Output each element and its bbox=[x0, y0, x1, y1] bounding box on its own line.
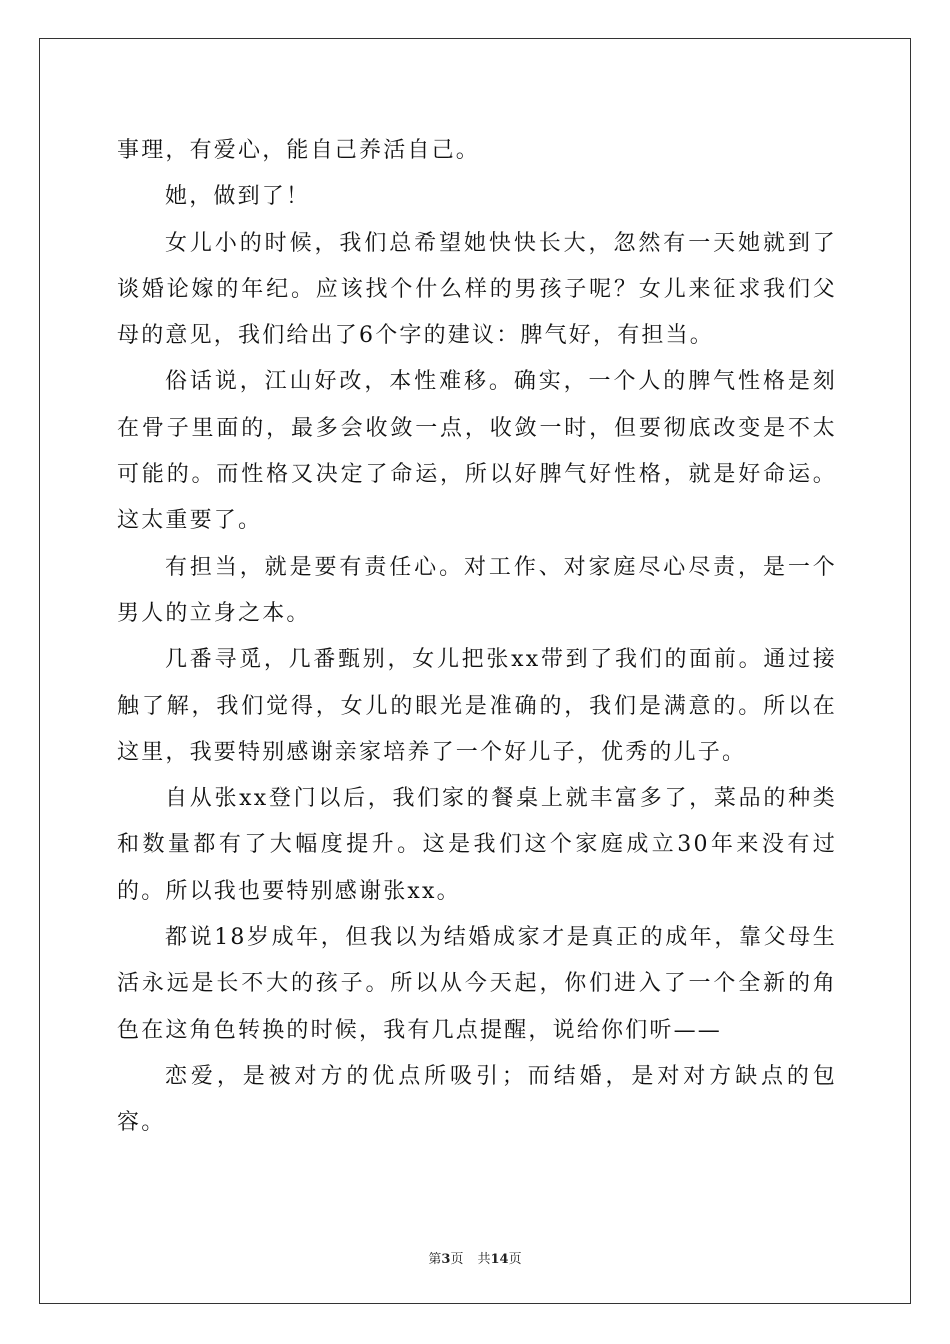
paragraph-7: 自从张xx登门以后，我们家的餐桌上就丰富多了，菜品的种类和数量都有了大幅度提升。这是我们这个家庭成立30年来没有过的。所以我也要特别感谢张xx。 bbox=[117, 786, 837, 904]
total-prefix: 共 bbox=[477, 1252, 491, 1267]
paragraph-8: 都说18岁成年，但我以为结婚成家才是真正的成年，靠父母生活永远是长不大的孩子。所以从今天起，你们进入了一个全新的角色在这角色转换的时候，我有几点提醒，说给你们听—— bbox=[117, 925, 837, 1043]
paragraph-4: 俗话说，江山好改，本性难移。确实，一个人的脾气性格是刻在骨子里面的，最多会收敛一点，收敛一时，但要彻底改变是不太可能的。而性格又决定了命运，所以好脾气好性格，就是好命运。这太重要了。 bbox=[117, 369, 837, 534]
page-suffix: 页 bbox=[450, 1252, 464, 1267]
page-number: 3 bbox=[441, 1252, 451, 1267]
paragraph-9: 恋爱，是被对方的优点所吸引；而结婚，是对对方缺点的包容。 bbox=[117, 1063, 837, 1136]
paragraph-3: 女儿小的时候，我们总希望她快快长大，忽然有一天她就到了谈婚论嫁的年纪。应该找个什么样的男孩子呢？女儿来征求我们父母的意见，我们给出了6个字的建议：脾气好，有担当。 bbox=[117, 230, 837, 349]
total-pages: 14 bbox=[490, 1252, 509, 1267]
paragraph-2: 她，做到了！ bbox=[165, 184, 311, 210]
total-suffix: 页 bbox=[508, 1252, 522, 1267]
paragraph-6: 几番寻觅，几番甄别，女儿把张xx带到了我们的面前。通过接触了解，我们觉得，女儿的眼光是准确的，我们是满意的。所以在这里，我要特别感谢亲家培养了一个好儿子，优秀的儿子。 bbox=[117, 647, 837, 765]
paragraph-5: 有担当，就是要有责任心。对工作、对家庭尽心尽责，是一个男人的立身之本。 bbox=[117, 554, 837, 626]
page-footer bbox=[0, 1248, 950, 1267]
paragraph-1: 事理，有爱心，能自己养活自己。 bbox=[117, 138, 481, 163]
page-prefix: 第 bbox=[428, 1252, 442, 1267]
document-body bbox=[117, 128, 837, 1147]
